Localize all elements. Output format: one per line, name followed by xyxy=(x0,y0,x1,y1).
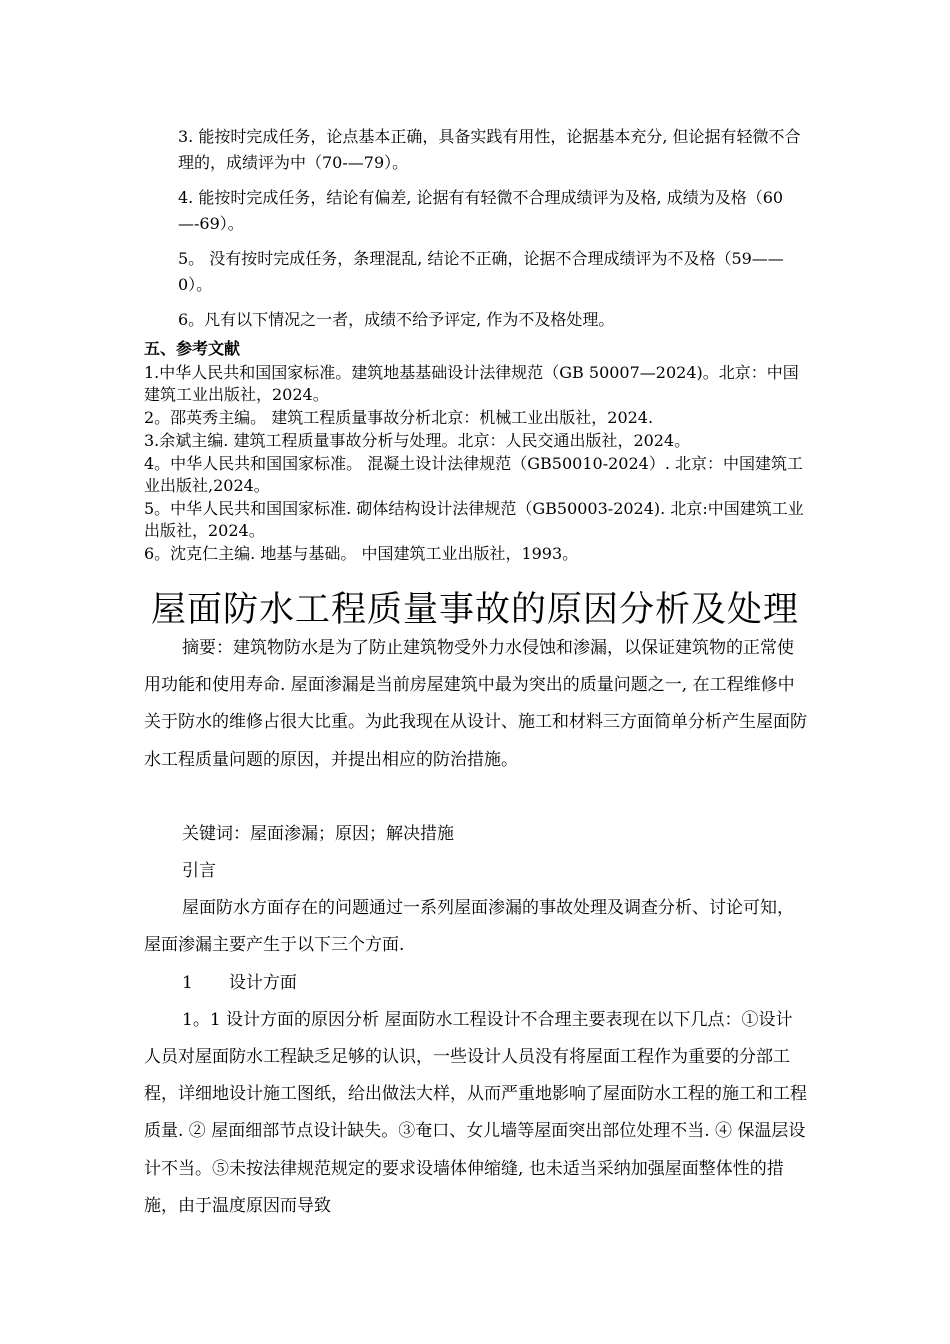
intro-paragraph: 屋面防水方面存在的问题通过一系列屋面渗漏的事故处理及调查分析、讨论可知，屋面渗漏主要产生于以下三个方面. xyxy=(144,898,794,956)
paragraph-gap xyxy=(144,779,808,816)
reference-item: 6。沈克仁主编. 地基与基础。 中国建筑工业出版社，1993。 xyxy=(144,544,579,563)
reference-item: 5。中华人民共和国国家标准. 砌体结构设计法律规范（GB50003-2024). 北京:中国建筑工业出版社，2024。 xyxy=(144,499,804,540)
grading-item: 3. 能按时完成任务，论点基本正确，具备实践有用性，论据基本充分, 但论据有轻微不合理的，成绩评为中（70-—79）。 xyxy=(178,127,801,172)
section-1-1-number: 1。1 xyxy=(182,1009,221,1030)
section-1-title: 设计方面 xyxy=(228,972,297,993)
references-list xyxy=(144,362,810,566)
reference-item: 1.中华人民共和国国家标准。建筑地基基础设计法律规范（GB 50007—2024)。北京：中国建筑工业出版社，2024。 xyxy=(144,363,799,404)
references-heading: 五、参考文献 xyxy=(144,339,241,358)
section-1-1-text: 屋面防水工程设计不合理主要表现在以下几点：①设计人员对屋面防水工程缺乏足够的认识，一些设计人员没有将屋面工程作为重要的分部工程，详细地设计施工图纸，给出做法大样，从而严重地影响了屋面防水工程的施工和工程质量. ② 屋面细部节点设计缺失。③奄口、女儿墙等屋面突出部位处理不当. ④ 保温层设计不当。⑤未按法律规范规定的要求设墙体伸缩缝, 也未适当采纳加强屋面整体性的措施，由于温度原因而导致 xyxy=(144,1009,807,1216)
section-1-number: 1 xyxy=(182,972,193,993)
article-body xyxy=(144,630,808,1225)
article-title: 屋面防水工程质量事故的原因分析及处理 xyxy=(150,590,799,630)
grading-item: 5。 没有按时完成任务，条理混乱, 结论不正确，论据不合理成绩评为不及格（59——0）。 xyxy=(178,249,784,294)
keywords-line: 关键词：屋面渗漏；原因；解决措施 xyxy=(182,823,454,844)
abstract-paragraph: 摘要：建筑物防水是为了防止建筑物受外力水侵蚀和渗漏，以保证建筑物的正常使用功能和使用寿命. 屋面渗漏是当前房屋建筑中最为突出的质量问题之一, 在工程维修中关于防水的维修占很大比重。为此我现在从设计、施工和材料三方面简单分析产生屋面防水工程质量问题的原因，并提出相应的防治措施。 xyxy=(144,638,807,770)
reference-item: 4。中华人民共和国国家标准。 混凝土设计法律规范（GB50010-2024）. 北京：中国建筑工业出版社,2024。 xyxy=(144,454,804,495)
section-1-1-title: 设计方面的原因分析 xyxy=(226,1009,380,1030)
grading-item: 6。凡有以下情况之一者，成绩不给予评定, 作为不及格处理。 xyxy=(178,310,615,329)
reference-item: 3.余斌主编. 建筑工程质量事故分析与处理。北京：人民交通出版社，2024。 xyxy=(144,431,691,450)
section-1-1-paragraph xyxy=(144,1002,808,1225)
reference-item: 2。邵英秀主编。 建筑工程质量事故分析北京：机械工业出版社，2024. xyxy=(144,408,654,427)
grading-item: 4. 能按时完成任务，结论有偏差, 论据有有轻微不合理成绩评为及格, 成绩为及格（60—-69）。 xyxy=(178,188,784,233)
grading-criteria xyxy=(178,124,810,342)
intro-heading: 引言 xyxy=(182,861,216,882)
section-1-heading xyxy=(144,965,808,1002)
